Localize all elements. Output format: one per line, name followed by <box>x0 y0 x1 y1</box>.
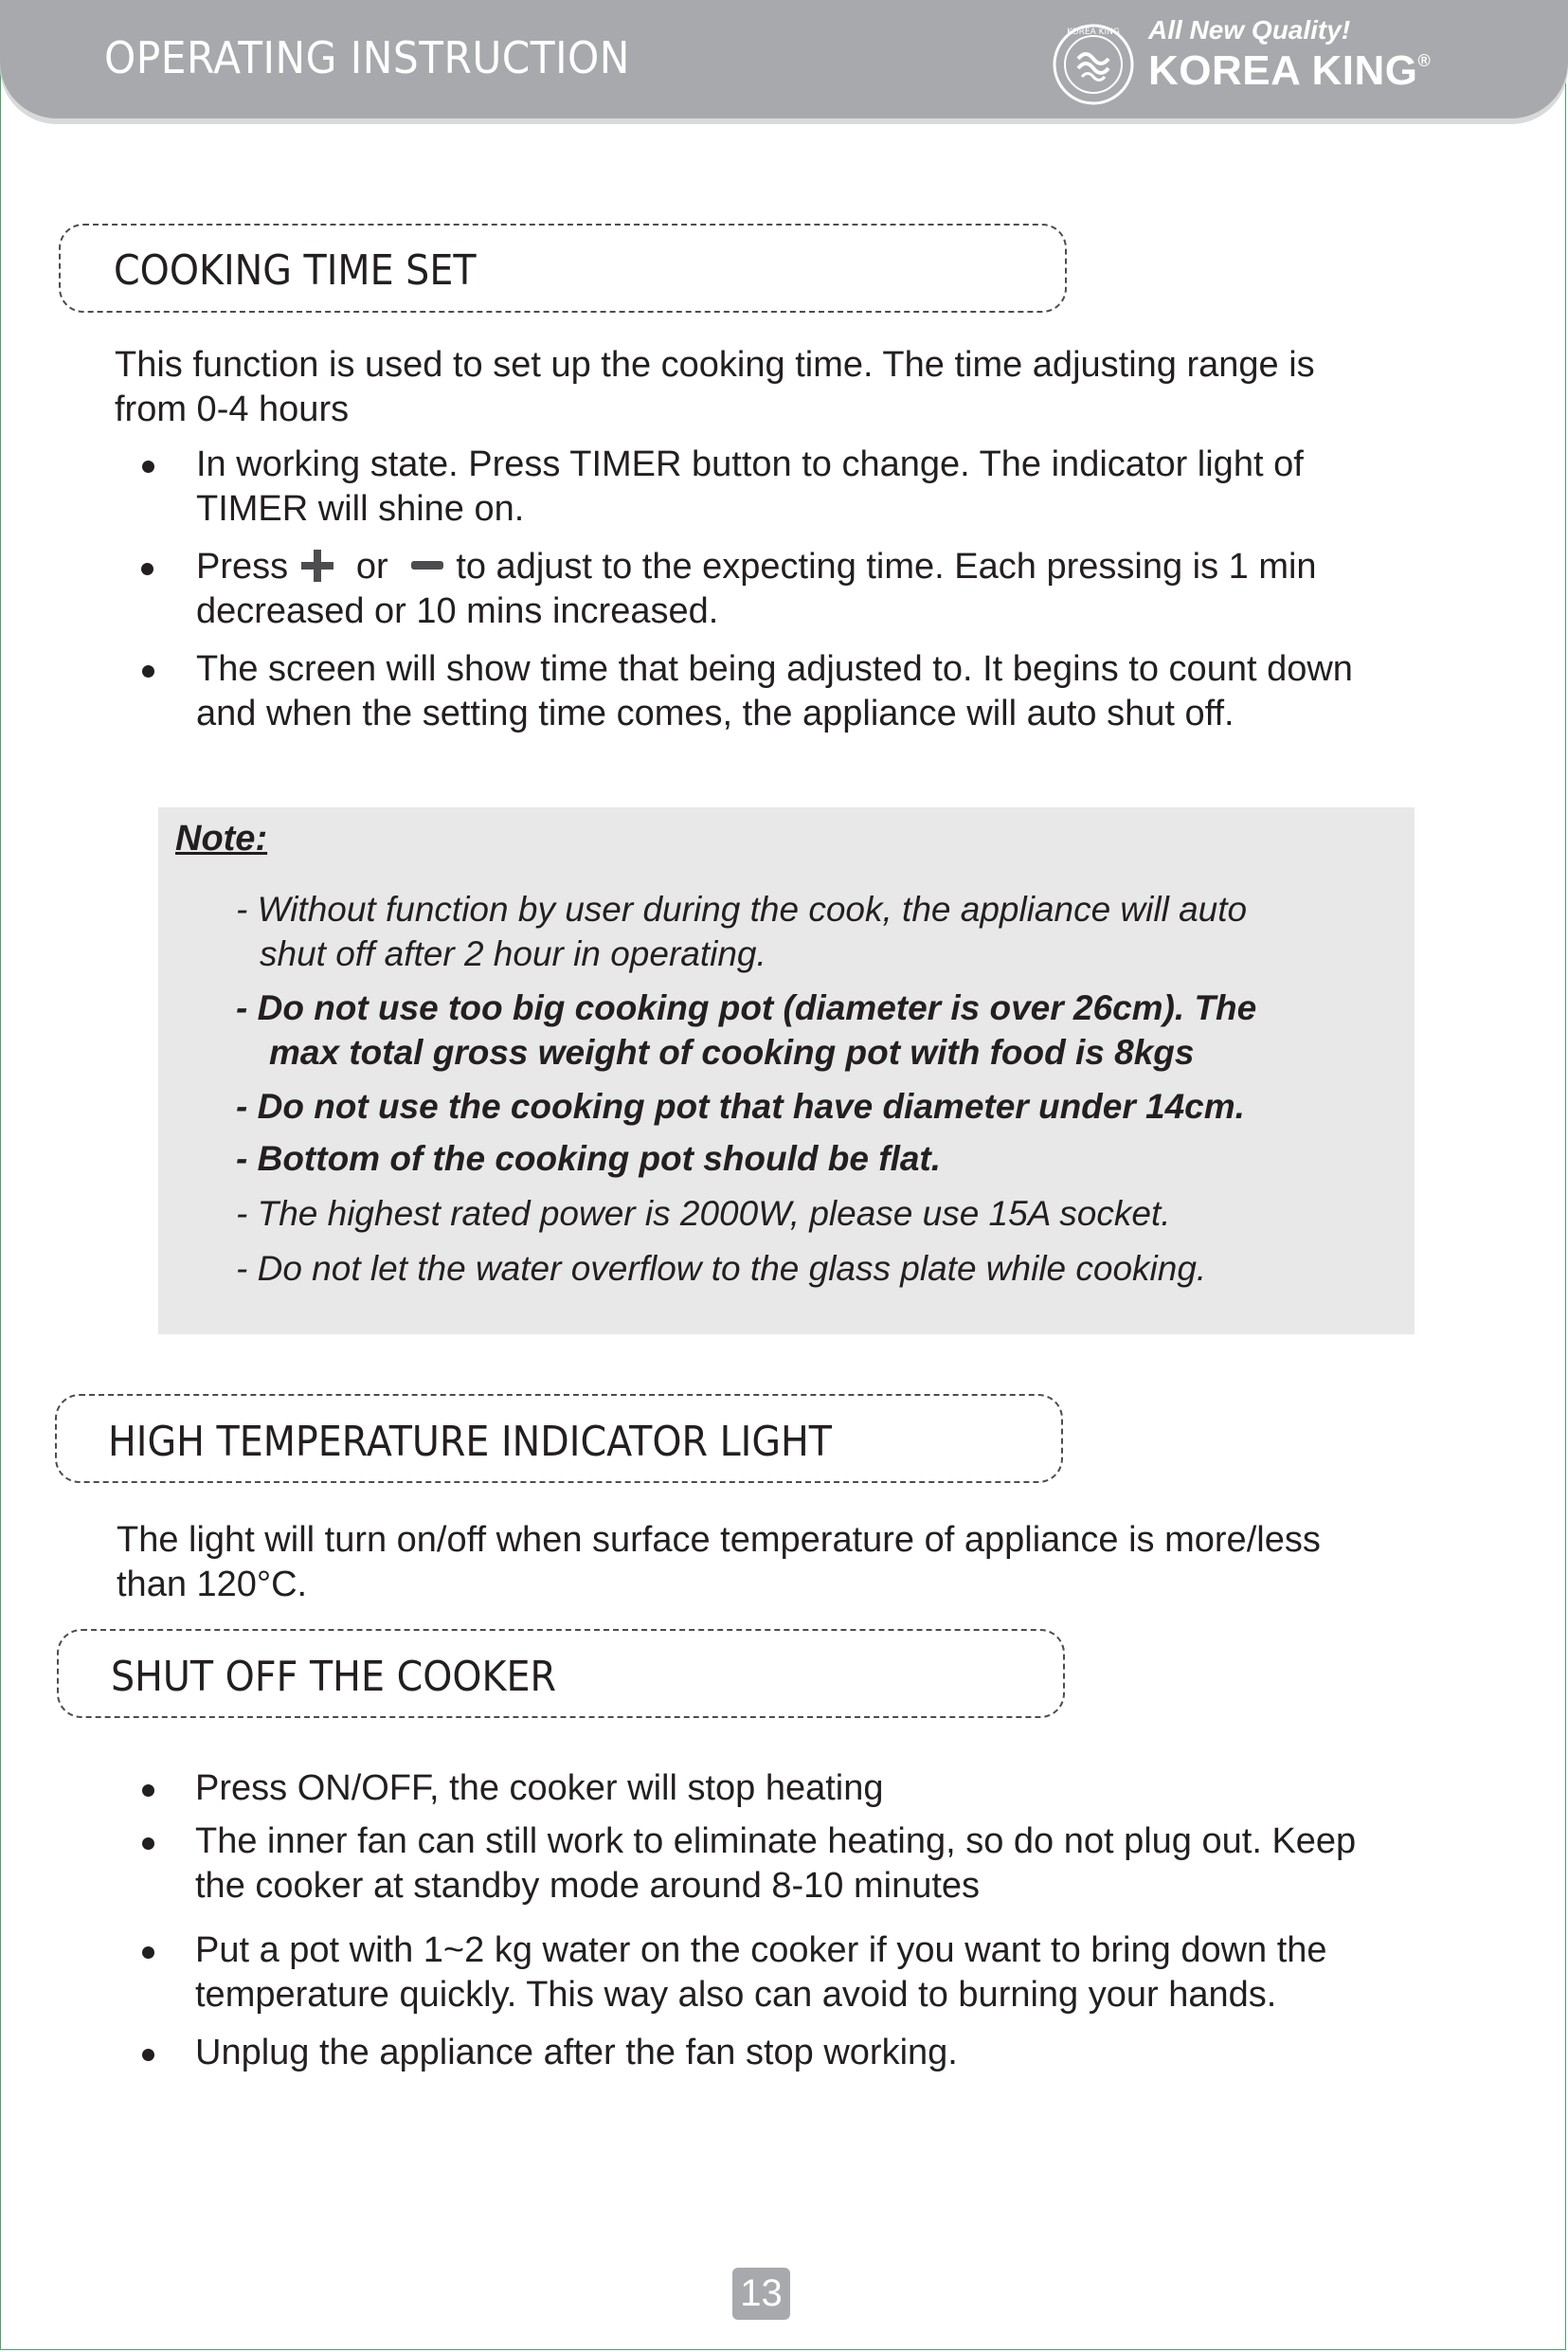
header-title: OPERATING INSTRUCTION <box>104 32 630 83</box>
plus-icon <box>298 547 336 585</box>
korea-king-emblem-icon <box>1052 23 1135 106</box>
high-temp-line-1: The light will turn on/off when surface temperature of appliance is more/less <box>117 1520 1321 1560</box>
list-item <box>196 545 1353 634</box>
bullet-text-line2: decreased or 10 mins increased. <box>196 591 719 631</box>
cooking-time-title: COOKING TIME SET <box>114 246 477 295</box>
bullet-text-line2: the cooker at standby mode around 8-10 minutes <box>195 1866 981 1906</box>
intro-line-1: This function is used to set up the cooking time. The time adjusting range is <box>115 345 1315 385</box>
shut-off-title: SHUT OFF THE COOKER <box>111 1653 557 1701</box>
high-temp-title: HIGH TEMPERATURE INDICATOR LIGHT <box>108 1418 833 1466</box>
bullet-text-line1: Unplug the appliance after the fan stop working. <box>195 2033 958 2072</box>
page-number: 13 <box>732 2268 790 2320</box>
minus-icon <box>408 547 446 585</box>
note-line: - The highest rated power is 2000W, please use 15A socket. <box>236 1194 1171 1233</box>
note-line: - Without function by user during the cook, the appliance will auto <box>236 890 1248 929</box>
bullet-icon <box>142 1837 154 1850</box>
note-line: max total gross weight of cooking pot with food is 8kgs <box>269 1033 1195 1072</box>
registered-mark: ® <box>1417 51 1432 70</box>
high-temp-text <box>117 1518 1321 1607</box>
list-item <box>196 647 1353 736</box>
bullet-text-line1: In working state. Press TIMER button to change. The indicator light of <box>196 444 1304 484</box>
bullet-text-pre: Press <box>196 547 289 587</box>
bullet-text-line1: Press ON/OFF, the cooker will stop heating <box>195 1768 884 1808</box>
bullet-text-line1: The inner fan can still work to eliminate heating, so do not plug out. Keep <box>195 1821 1357 1861</box>
bullet-text-post: to adjust to the expecting time. Each pressing is 1 min <box>456 547 1317 587</box>
list-item <box>196 443 1353 532</box>
bullet-icon <box>142 2049 154 2061</box>
logo-wordmark <box>1148 47 1431 95</box>
list-item <box>195 1928 1356 2017</box>
list-item <box>195 2031 1356 2075</box>
intro-line-2: from 0-4 hours <box>115 389 350 429</box>
bullet-icon <box>141 563 153 575</box>
note-title: Note: <box>175 819 268 859</box>
page-header <box>0 0 1568 118</box>
cooking-time-bullets <box>196 443 1353 736</box>
note-line: - Bottom of the cooking pot should be flat. <box>236 1139 942 1178</box>
bullet-text-line2: and when the setting time comes, the appliance will auto shut off. <box>196 694 1235 733</box>
bullet-icon <box>142 461 154 473</box>
list-item <box>195 1766 1356 1811</box>
bullet-icon <box>142 665 154 678</box>
bullet-icon <box>142 1946 154 1959</box>
list-item <box>195 1819 1356 1909</box>
logo-wordmark-text: KOREA KING <box>1148 47 1418 94</box>
note-line: - Do not use too big cooking pot (diameter is over 26cm). The <box>236 988 1257 1027</box>
logo-tagline: All New Quality! <box>1148 15 1351 45</box>
note-box <box>158 807 1415 1334</box>
cooking-time-intro <box>115 343 1315 432</box>
note-line: - Do not use the cooking pot that have diameter under 14cm. <box>236 1087 1245 1126</box>
note-line: shut off after 2 hour in operating. <box>260 934 766 973</box>
bullet-text-mid: or <box>355 547 388 587</box>
bullet-icon <box>142 1784 154 1797</box>
high-temp-line-2: than 120°C. <box>117 1565 308 1604</box>
shut-off-bullets <box>195 1766 1356 2075</box>
bullet-text-line1: The screen will show time that being adjusted to. It begins to count down <box>196 649 1353 689</box>
svg-text:KOREA KING: KOREA KING <box>1067 27 1120 37</box>
bullet-text-line1: Put a pot with 1~2 kg water on the cooker if you want to bring down the <box>195 1930 1327 1970</box>
bullet-text-line2: TIMER will shine on. <box>196 489 525 529</box>
note-line: - Do not let the water overflow to the glass plate while cooking. <box>236 1249 1207 1288</box>
bullet-text-line2: temperature quickly. This way also can avoid to burning your hands. <box>195 1975 1277 2015</box>
